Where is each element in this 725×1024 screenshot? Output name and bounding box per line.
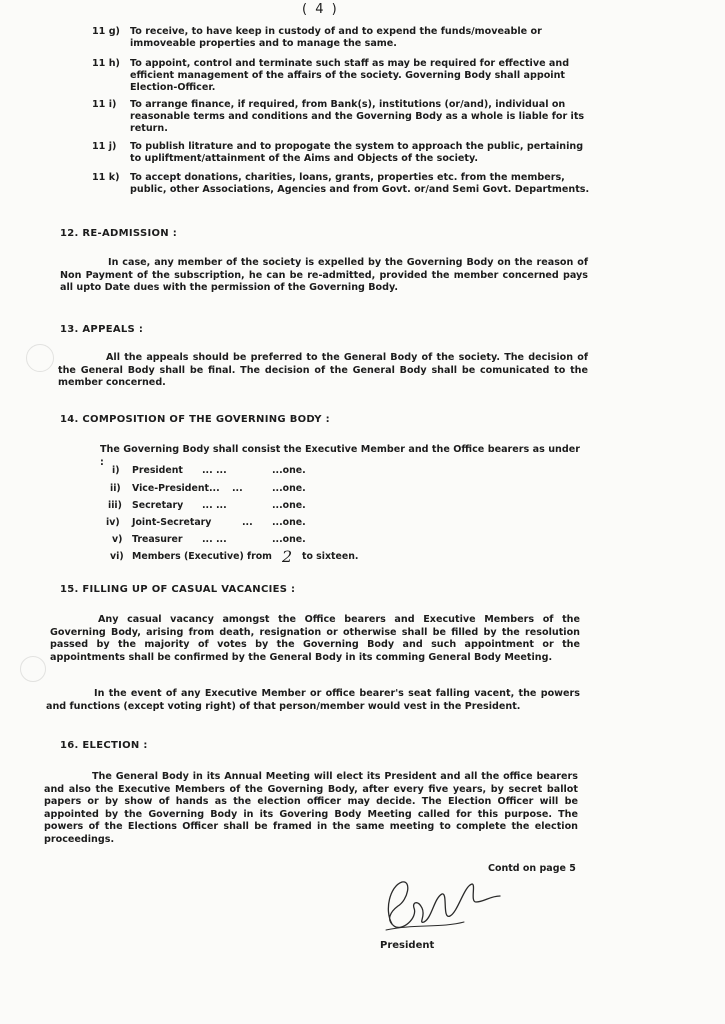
office-role: Treasurer — [132, 534, 183, 545]
section-text-election: The General Body in its Annual Meeting will elect its President and all the office bearers and also the Executive Members of the Governing Body, after every five years, by secret ballot papers or by show of hands as the election officer may decide. The Election Officer will be appointed by the Governing Body in its Govering Body Meeting called for this purpose. The powers of the Elections Officer shall be framed in the same meeting to complete the election proceedings. — [44, 771, 578, 845]
office-count: to sixteen. — [302, 551, 359, 562]
section-heading-vacancies: 15. FILLING UP OF CASUAL VACANCIES : — [60, 584, 296, 595]
office-count: ...one. — [272, 534, 306, 545]
section-heading-composition: 14. COMPOSITION OF THE GOVERNING BODY : — [60, 414, 330, 425]
object-item-text: To publish litrature and to propogate the system to approach the public, pertaining to upliftment/attainment of the Aims and Objects of the society. — [130, 141, 584, 164]
office-count: ...one. — [272, 465, 306, 476]
section-heading-appeals: 13. APPEALS : — [60, 324, 144, 335]
section-text-vacancies-powers: In the event of any Executive Member or office bearer's seat falling vacent, the powers and functions (except voting right) of that person/member would vest in the President. — [46, 688, 580, 712]
object-item-number: 11 i) — [92, 99, 117, 110]
object-item-text: To appoint, control and terminate such staff as may be required for effective and efficient management of the affairs of the society. Governing Body shall appoint Election-Officer. — [130, 58, 570, 93]
office-count: ...one. — [272, 483, 306, 494]
office-role: Secretary — [132, 500, 184, 511]
office-count: ...one. — [272, 517, 306, 528]
office-row-secretary — [106, 500, 466, 513]
office-number: iii) — [108, 500, 122, 511]
office-role: Vice-President... — [132, 483, 220, 494]
punch-hole-bottom — [20, 656, 46, 682]
office-number: v) — [112, 534, 123, 545]
continuation-note: Contd on page 5 — [488, 863, 576, 874]
object-item-j — [92, 141, 592, 165]
office-leader: ... — [242, 517, 253, 528]
object-item-i — [92, 99, 592, 135]
office-number: ii) — [110, 483, 121, 494]
object-item-number: 11 g) — [92, 26, 120, 37]
office-number: iv) — [106, 517, 120, 528]
office-row-members — [106, 547, 466, 566]
composition-intro: The Governing Body shall consist the Executive Member and the Office bearers as under : — [100, 444, 580, 468]
office-leader: ... ... — [202, 500, 227, 511]
office-row-president — [106, 465, 466, 478]
object-item-text: To receive, to have keep in custody of and to expend the funds/moveable or immoveable properties and to manage the same. — [130, 26, 542, 49]
office-row-vice-president — [106, 483, 466, 496]
section-text-readmission: In case, any member of the society is expelled by the Governing Body on the reason of Non Payment of the subscription, he can be re-admitted, provided the member concerned pays all upto Date dues with the permission of the Governing Body. — [60, 257, 588, 293]
object-item-k — [92, 172, 592, 196]
object-item-text: To arrange finance, if required, from Bank(s), institutions (or/and), individual on reasonable terms and conditions and the Governing Body as a whole is liable for its return. — [130, 99, 585, 134]
office-row-treasurer — [106, 534, 466, 547]
object-item-number: 11 j) — [92, 141, 117, 152]
object-item-text: To accept donations, charities, loans, grants, properties etc. from the members, public, other Associations, Agencies and from Govt. or/and Semi Govt. Departments. — [130, 172, 590, 195]
object-item-number: 11 h) — [92, 58, 120, 69]
section-text-vacancies: Any casual vacancy amongst the Office bearers and Executive Members of the Governing Body, arising from death, resignation or otherwise shall be filled by the resolution passed by the majority of votes by the Governing Body and such appointment or the appointments shall be confirmed by the General Body in its comming General Body Meeting. — [50, 614, 580, 663]
office-handwritten-number: 2 — [282, 547, 293, 566]
signature-label: President — [380, 940, 435, 951]
office-leader: ... — [232, 483, 243, 494]
president-signature — [372, 872, 522, 942]
section-text-appeals: All the appeals should be preferred to the General Body of the society. The decision of the General Body shall be final. The decision of the General Body shall be comunicated to the member concerned. — [58, 352, 588, 388]
office-leader: ... ... — [202, 534, 227, 545]
office-number: i) — [112, 465, 120, 476]
office-role: President — [132, 465, 183, 476]
office-row-joint-secretary — [106, 517, 466, 530]
office-role: Joint-Secretary — [132, 517, 212, 528]
office-leader: ... ... — [202, 465, 227, 476]
page-number: ( 4 ) — [302, 2, 339, 17]
office-count: ...one. — [272, 500, 306, 511]
object-item-h — [92, 58, 592, 94]
section-heading-readmission: 12. RE-ADMISSION : — [60, 228, 178, 239]
punch-hole-top — [26, 344, 54, 372]
office-role: Members (Executive) from — [132, 551, 272, 562]
section-heading-election: 16. ELECTION : — [60, 740, 148, 751]
office-number: vi) — [110, 551, 124, 562]
object-item-g — [92, 26, 592, 50]
object-item-number: 11 k) — [92, 172, 120, 183]
